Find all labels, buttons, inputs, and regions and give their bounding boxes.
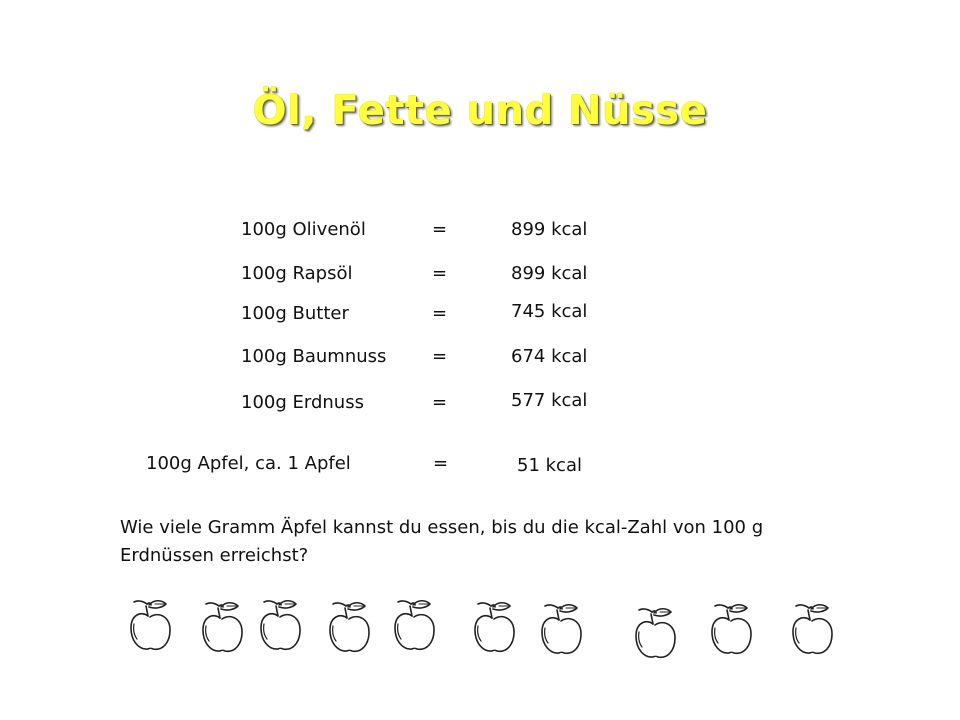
apple-icon — [631, 604, 679, 666]
row-olivenoel-kcal: 899 kcal — [511, 219, 588, 240]
row-butter-food: 100g Butter — [241, 303, 349, 324]
apple-icon — [198, 598, 246, 660]
row-rapsoel-kcal: 899 kcal — [511, 263, 588, 284]
apple-icon — [390, 596, 438, 658]
apple-icon — [256, 596, 304, 658]
apple-icon — [788, 600, 836, 662]
row-baumnuss-kcal: 674 kcal — [511, 346, 588, 367]
row-erdnuss-kcal: 577 kcal — [511, 390, 588, 411]
row-apfel-equals: = — [433, 453, 449, 474]
question-text: Wie viele Gramm Äpfel kannst du essen, bis du die kcal-Zahl von 100 g Erdnüssen erreichst? — [120, 517, 764, 566]
row-baumnuss-food: 100g Baumnuss — [241, 346, 387, 367]
row-rapsoel-equals: = — [432, 263, 448, 284]
row-erdnuss-equals: = — [432, 392, 448, 413]
row-butter-kcal: 745 kcal — [511, 301, 588, 322]
row-rapsoel-food: 100g Rapsöl — [241, 263, 353, 284]
row-apfel-kcal: 51 kcal — [517, 455, 582, 476]
row-erdnuss-food: 100g Erdnuss — [241, 392, 364, 413]
row-baumnuss-equals: = — [432, 346, 448, 367]
apple-icon — [537, 600, 585, 662]
row-olivenoel-equals: = — [432, 219, 448, 240]
apple-icon — [325, 598, 373, 660]
apple-icon — [126, 596, 174, 658]
page-title: Öl, Fette und Nüsse — [252, 88, 708, 134]
row-olivenoel-food: 100g Olivenöl — [241, 219, 366, 240]
apple-icon — [470, 598, 518, 660]
apple-icon — [707, 600, 755, 662]
row-apfel-food: 100g Apfel, ca. 1 Apfel — [146, 453, 351, 474]
row-butter-equals: = — [432, 303, 448, 324]
